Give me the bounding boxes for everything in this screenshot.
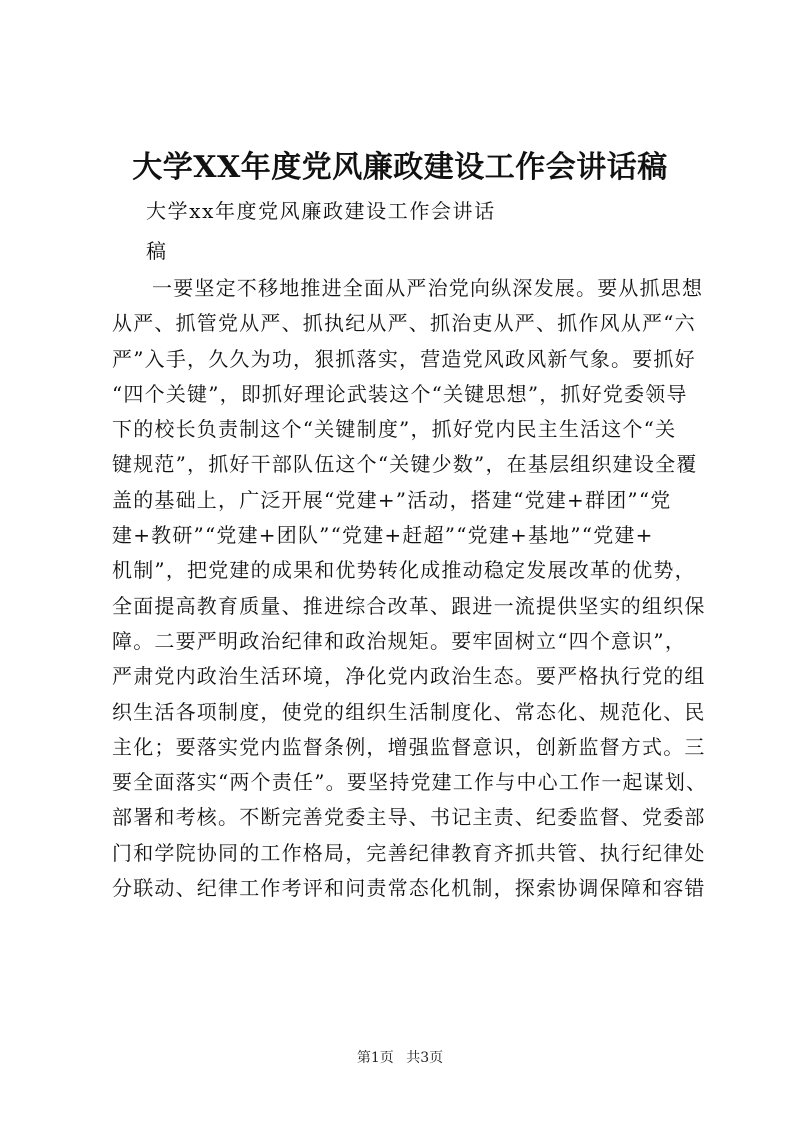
body-line: 织生活各项制度，使党的组织生活制度化、常态化、规范化、民 [112,699,706,724]
body-paragraph [112,271,712,906]
body-line: 主化；要落实党内监督条例，增强监督意识，创新监督方式。三 [112,734,706,759]
body-line: 下的校长负责制这个“关键制度”，抓好党内民主生活这个“关 [112,417,677,442]
subtitle-line-2: 稿 [146,239,166,263]
body-line: 全面提高教育质量、推进综合改革、跟进一流提供坚实的组织保 [112,593,706,618]
page-total: 共3页 [406,1050,444,1066]
body-line: 建+教研”“党建+团队”“党建+赶超”“党建+基地”“党建+ [112,523,654,548]
document-title: 大学XX年度党风廉政建设工作会讲话稿 [132,150,668,185]
body-line: 从严、抓管党从严、抓执纪从严、抓治吏从严、抓作风从严“六 [112,311,696,336]
body-line: 严肃党内政治生活环境，净化党内政治生态。要严格执行党的组 [112,664,706,689]
body-line: 障。二要严明政治纪律和政治规矩。要牢固树立“四个意识”， [112,628,687,653]
body-line: 键规范”，抓好干部队伍这个“关键少数”，在基层组织建设全覆 [112,452,698,477]
page-number: 第1页 [356,1050,394,1066]
body-line: 要全面落实“两个责任”。要坚持党建工作与中心工作一起谋划、 [112,770,708,795]
body-line: 分联动、纪律工作考评和问责常态化机制，探索协调保障和容错 [112,876,706,901]
body-line: 机制”，把党建的成果和优势转化成推动稳定发展改革的优势， [112,558,696,583]
body-line: 盖的基础上，广泛开展“党建+”活动，搭建“党建+群团”“党 [112,487,672,512]
body-line: 门和学院协同的工作格局，完善纪律教育齐抓共管、执行纪律处 [112,840,706,865]
page-footer [0,1047,800,1067]
body-line: 部署和考核。不断完善党委主导、书记主责、纪委监督、党委部 [112,805,706,830]
body-line: 严”入手，久久为功，狠抓落实，营造党风政风新气象。要抓好 [112,346,696,371]
subtitle-line-1: 大学xx年度党风廉政建设工作会讲话 [146,199,496,223]
body-line: 一要坚定不移地推进全面从严治党向纵深发展。要从抓思想 [152,276,704,300]
body-line: “四个关键”，即抓好理论武装这个“关键思想”，抓好党委领导 [112,381,688,406]
